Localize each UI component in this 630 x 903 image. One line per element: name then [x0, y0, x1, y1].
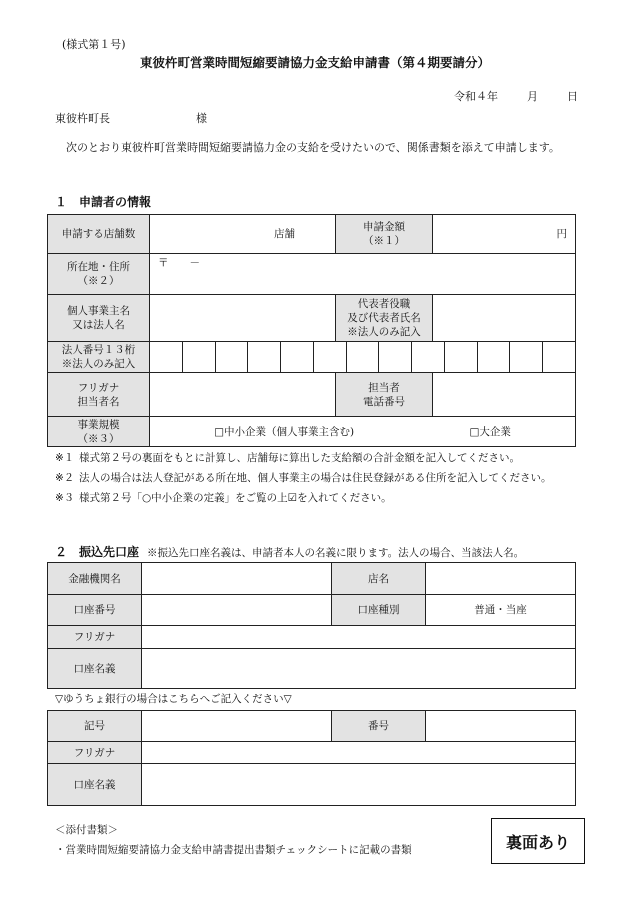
- bank-holder-label: 口座名義: [48, 649, 142, 689]
- amount-label-line2: （※１）: [363, 235, 405, 247]
- scale-label-line1: 事業規模: [77, 418, 120, 431]
- addressee-suffix: 様: [196, 112, 207, 125]
- date-month: 月: [527, 90, 538, 103]
- digit-cell[interactable]: [247, 342, 280, 372]
- bank-table: [47, 562, 576, 689]
- address-label-line2: （※２）: [77, 275, 120, 287]
- yucho-symbol-label: 記号: [48, 711, 142, 742]
- contact-label: [48, 373, 150, 417]
- corporate-number-field[interactable]: [150, 342, 576, 373]
- addressee: [55, 110, 207, 126]
- form-number: (様式第１号): [62, 38, 126, 51]
- name-label: [48, 295, 150, 342]
- note-text: 法人の場合は法人登記がある所在地、個人事業主の場合は住民登録がある住所を記入してください。: [79, 472, 552, 484]
- digit-cell[interactable]: [346, 342, 379, 372]
- yucho-holder-label: 口座名義: [48, 764, 142, 806]
- scale-option-large[interactable]: □大企業: [469, 425, 511, 438]
- account-type-label: 口座種別: [332, 595, 426, 626]
- representative-field[interactable]: [433, 295, 576, 342]
- contact-name-label: 担当者名: [77, 395, 120, 408]
- bank-name-field[interactable]: [142, 563, 332, 595]
- intro-text: 次のとおり東彼杵町営業時間短縮要請協力金の支給を受けたいので、関係書類を添えて申請します。: [66, 141, 560, 154]
- bank-name-label: 金融機関名: [48, 563, 142, 595]
- attachments-title: ＜添付書類＞: [55, 824, 118, 836]
- yucho-number-label: 番号: [332, 711, 426, 742]
- scale-option-small[interactable]: □中小企業（個人事業主含む): [214, 425, 355, 438]
- address-label: [48, 254, 150, 295]
- bank-furigana-field[interactable]: [142, 626, 576, 649]
- yucho-furigana-label: フリガナ: [48, 742, 142, 764]
- store-count-label: 申請する店舗数: [48, 215, 150, 254]
- digit-cell[interactable]: [509, 342, 542, 372]
- note-2: [55, 468, 585, 488]
- corp-no-label-line1: 法人番号１３桁: [61, 344, 136, 356]
- digit-cell[interactable]: [150, 342, 182, 372]
- digit-cell[interactable]: [182, 342, 215, 372]
- scale-label: [48, 417, 150, 447]
- digit-cell[interactable]: [542, 342, 575, 372]
- note-mark: ※１: [55, 452, 75, 464]
- amount-label-line1: 申請金額: [363, 221, 405, 233]
- name-field[interactable]: [150, 295, 336, 342]
- note-3: [55, 488, 585, 508]
- yucho-holder-field[interactable]: [142, 764, 576, 806]
- branch-field[interactable]: [426, 563, 576, 595]
- amount-label: [336, 215, 433, 254]
- note-mark: ※２: [55, 472, 75, 484]
- contact-field[interactable]: [150, 373, 336, 417]
- scale-label-line2: （※３）: [77, 432, 120, 445]
- bank-furigana-label: フリガナ: [48, 626, 142, 649]
- digit-cell[interactable]: [313, 342, 346, 372]
- phone-label-line2: 電話番号: [363, 395, 405, 408]
- applicant-section-title: １ 申請者の情報: [55, 195, 152, 209]
- date-day: 日: [567, 90, 578, 103]
- digit-cell[interactable]: [477, 342, 510, 372]
- yucho-symbol-field[interactable]: [142, 711, 332, 742]
- contact-furigana-label: フリガナ: [77, 381, 120, 394]
- bank-title-note: ※振込先口座名義は、申請者本人の名義に限ります。法人の場合、当該法人名。: [147, 547, 525, 559]
- corp-no-label-line2: ※法人のみ記入: [61, 358, 136, 370]
- digit-cell[interactable]: [411, 342, 444, 372]
- notes: [55, 448, 585, 508]
- date-era: 令和４年: [454, 90, 498, 103]
- digit-cell[interactable]: [280, 342, 313, 372]
- name-label-line2: 又は法人名: [72, 319, 125, 331]
- address-field[interactable]: [150, 254, 576, 295]
- amount-field[interactable]: [433, 215, 576, 254]
- note-text: 様式第２号「○中小企業の定義」をご覧の上☑を入れてください。: [79, 492, 392, 504]
- digit-cell[interactable]: [215, 342, 248, 372]
- applicant-table: [47, 214, 576, 447]
- amount-unit: 円: [556, 228, 567, 240]
- yucho-furigana-field[interactable]: [142, 742, 576, 764]
- postal-mark: 〒 －: [158, 257, 200, 269]
- bank-section-title: [55, 543, 524, 560]
- store-count-field[interactable]: [150, 215, 336, 254]
- note-mark: ※３: [55, 492, 75, 504]
- phone-field[interactable]: [433, 373, 576, 417]
- account-number-field[interactable]: [142, 595, 332, 626]
- account-number-label: 口座番号: [48, 595, 142, 626]
- rep-label-line3: ※法人のみ記入: [347, 326, 421, 338]
- store-unit: 店舗: [274, 228, 295, 240]
- yucho-title: ▽ゆうちょ銀行の場合はこちらへご記入ください▽: [55, 693, 292, 705]
- bank-title-text: ２ 振込先口座: [55, 545, 140, 559]
- phone-label: [336, 373, 433, 417]
- branch-label: 店名: [332, 563, 426, 595]
- document-title: 東彼杵町営業時間短縮要請協力金支給申請書（第４期要請分）: [139, 55, 490, 70]
- yucho-number-field[interactable]: [426, 711, 576, 742]
- attachments-item: ・営業時間短縮要請協力金支給申請書提出書類チェックシートに記載の書類: [55, 844, 412, 856]
- rep-label-line2: 及び代表者氏名: [347, 312, 421, 324]
- backside-notice: 裏面あり: [491, 818, 585, 864]
- rep-label-line1: 代表者役職: [357, 298, 411, 310]
- corporate-number-digit-cells: [150, 342, 575, 372]
- application-date: [454, 88, 578, 104]
- name-label-line1: 個人事業主名: [67, 305, 130, 317]
- corporate-number-label: [48, 342, 150, 373]
- digit-cell[interactable]: [444, 342, 477, 372]
- yucho-table: [47, 710, 576, 806]
- note-text: 様式第２号の裏面をもとに計算し、店舗毎に算出した支給額の合計金額を記入してください。: [79, 452, 520, 464]
- addressee-name: 東彼杵町長: [55, 112, 110, 125]
- account-type-field[interactable]: 普通・当座: [426, 595, 576, 626]
- scale-options: [150, 417, 576, 447]
- phone-label-line1: 担当者: [368, 381, 400, 394]
- digit-cell[interactable]: [378, 342, 411, 372]
- address-label-line1: 所在地・住所: [67, 261, 130, 273]
- bank-holder-field[interactable]: [142, 649, 576, 689]
- representative-label: [336, 295, 433, 342]
- note-1: [55, 448, 585, 468]
